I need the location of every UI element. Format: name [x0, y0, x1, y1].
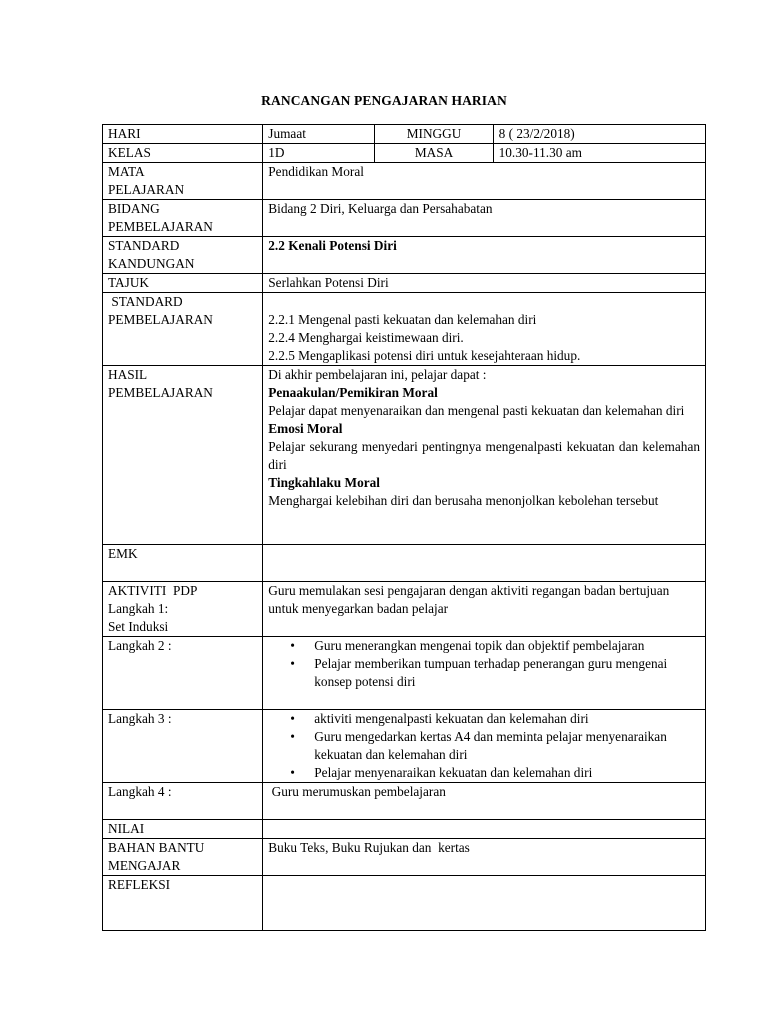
hasil-text: Pelajar sekurang menyedari pentingnya mengenalpasti kekuatan dan kelemahan diri: [268, 439, 700, 472]
lesson-plan-table: [102, 124, 706, 931]
masa-label: MASA: [375, 144, 493, 163]
standard-item: 2.2.1 Mengenal pasti kekuatan dan kelemahan diri: [268, 312, 537, 327]
nilai-label: NILAI: [103, 820, 263, 839]
label-line: PEMBELAJARAN: [108, 385, 213, 400]
page-title: RANCANGAN PENGAJARAN HARIAN: [261, 93, 507, 108]
kelas-label: KELAS: [103, 144, 263, 163]
label-line: STANDARD: [108, 238, 180, 253]
row-refleksi: [103, 876, 706, 931]
hasil-intro: Di akhir pembelajaran ini, pelajar dapat :: [268, 367, 487, 382]
row-langkah-4: [103, 783, 706, 820]
label-line: HASIL: [108, 367, 148, 382]
bahan-bantu-label: [103, 839, 263, 876]
standard-item: 2.2.4 Menghargai keistimewaan diri.: [268, 330, 464, 345]
row-emk: [103, 545, 706, 582]
mata-pelajaran-value: Pendidikan Moral: [263, 163, 706, 200]
mata-pelajaran-label: [103, 163, 263, 200]
row-aktiviti: [103, 582, 706, 637]
row-langkah-2: [103, 637, 706, 710]
row-mata-pelajaran: [103, 163, 706, 200]
tajuk-value: Serlahkan Potensi Diri: [263, 274, 706, 293]
row-hasil-pembelajaran: [103, 366, 706, 545]
spacer: [268, 293, 700, 311]
hasil-heading: Emosi Moral: [268, 421, 343, 436]
hasil-text: Pelajar dapat menyenaraikan dan mengenal pasti kekuatan dan kelemahan diri: [268, 403, 685, 418]
kelas-value: 1D: [263, 144, 375, 163]
emk-label: EMK: [103, 545, 263, 582]
label-line: Set Induksi: [108, 619, 169, 634]
list-item: • Pelajar memberikan tumpuan terhadap penerangan guru mengenai konsep potensi diri: [314, 655, 700, 691]
list-item: • Guru menerangkan mengenai topik dan objektif pembelajaran: [314, 637, 700, 655]
masa-value: 10.30-11.30 am: [493, 144, 705, 163]
langkah-2-list: [268, 637, 700, 691]
label-line: STANDARD: [108, 294, 183, 309]
refleksi-label: REFLEKSI: [103, 876, 263, 931]
langkah-3-label: Langkah 3 :: [103, 710, 263, 783]
label-line: AKTIVITI PDP: [108, 583, 198, 598]
langkah-4-value: Guru merumuskan pembelajaran: [263, 783, 706, 820]
refleksi-value: [263, 876, 706, 931]
minggu-value: 8 ( 23/2/2018): [493, 125, 705, 144]
row-hari: [103, 125, 706, 144]
standard-item: 2.2.5 Mengaplikasi potensi diri untuk kesejahteraan hidup.: [268, 348, 581, 363]
row-standard-kandungan: [103, 237, 706, 274]
row-kelas: [103, 144, 706, 163]
emk-value: [263, 545, 706, 582]
hasil-text: Menghargai kelebihan diri dan berusaha menonjolkan kebolehan tersebut: [268, 493, 659, 508]
row-tajuk: [103, 274, 706, 293]
row-nilai: [103, 820, 706, 839]
aktiviti-label: [103, 582, 263, 637]
bidang-value: Bidang 2 Diri, Keluarga dan Persahabatan: [263, 200, 706, 237]
label-line: MENGAJAR: [108, 858, 181, 873]
tajuk-label: TAJUK: [103, 274, 263, 293]
standard-kandungan-value: 2.2 Kenali Potensi Diri: [263, 237, 706, 274]
hasil-pembelajaran-label: [103, 366, 263, 545]
row-standard-pembelajaran: [103, 293, 706, 366]
label-line: BAHAN BANTU: [108, 840, 205, 855]
label-line: Langkah 1:: [108, 601, 169, 616]
row-langkah-3: [103, 710, 706, 783]
bidang-label: [103, 200, 263, 237]
hasil-heading: Tingkahlaku Moral: [268, 475, 380, 490]
hasil-pembelajaran-value: [263, 366, 706, 545]
list-item: • aktiviti mengenalpasti kekuatan dan kelemahan diri: [314, 710, 700, 728]
hasil-heading: Penaakulan/Pemikiran Moral: [268, 385, 438, 400]
row-bahan-bantu: [103, 839, 706, 876]
hari-label: HARI: [103, 125, 263, 144]
label-line: KANDUNGAN: [108, 256, 195, 271]
label-line: PELAJARAN: [108, 182, 185, 197]
row-bidang: [103, 200, 706, 237]
standard-pembelajaran-value: [263, 293, 706, 366]
label-line: PEMBELAJARAN: [108, 312, 213, 327]
langkah-4-label: Langkah 4 :: [103, 783, 263, 820]
langkah-2-label: Langkah 2 :: [103, 637, 263, 710]
label-line: PEMBELAJARAN: [108, 219, 213, 234]
langkah-2-value: [263, 637, 706, 710]
label-line: BIDANG: [108, 201, 160, 216]
standard-kandungan-label: [103, 237, 263, 274]
nilai-value: [263, 820, 706, 839]
langkah-3-value: [263, 710, 706, 783]
label-line: MATA: [108, 164, 145, 179]
list-item: • Guru mengedarkan kertas A4 dan meminta pelajar menyenaraikan kekuatan dan kelemahan diri: [314, 728, 700, 764]
minggu-label: MINGGU: [375, 125, 493, 144]
langkah-3-list: [268, 710, 700, 782]
standard-pembelajaran-label: [103, 293, 263, 366]
hari-value: Jumaat: [263, 125, 375, 144]
bahan-bantu-value: Buku Teks, Buku Rujukan dan kertas: [263, 839, 706, 876]
list-item: • Pelajar menyenaraikan kekuatan dan kelemahan diri: [314, 764, 700, 782]
aktiviti-value: Guru memulakan sesi pengajaran dengan aktiviti regangan badan bertujuan untuk menyegarkan badan pelajar: [263, 582, 706, 637]
